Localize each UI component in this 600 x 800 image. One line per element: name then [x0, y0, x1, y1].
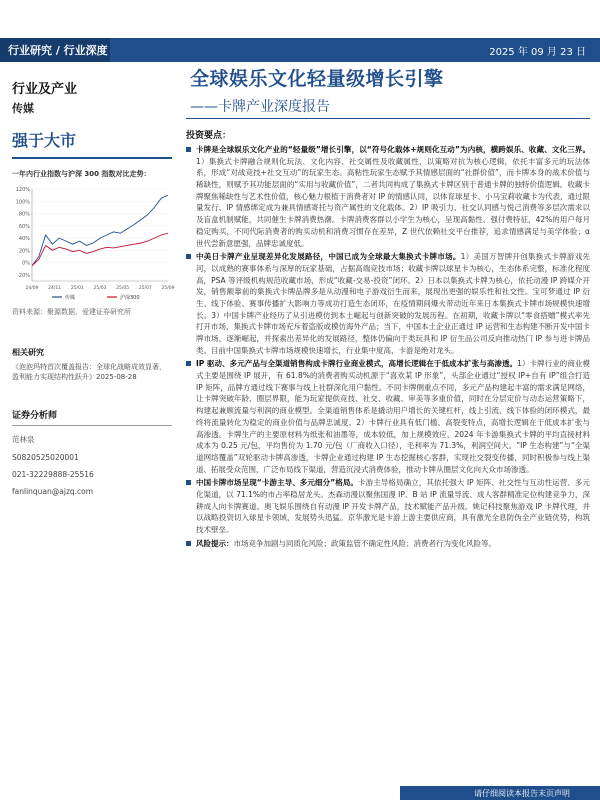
- y-tick-label: 100%: [15, 199, 30, 206]
- legend-label: 沪深300: [120, 295, 140, 301]
- footer: [0, 786, 600, 800]
- report-category: 行业研究 / 行业深度: [8, 44, 108, 57]
- series-line: [32, 195, 168, 266]
- top-header: [0, 0, 600, 62]
- analyst-license: S0820525020001: [12, 453, 79, 463]
- investment-points-title: 投资要点：: [186, 131, 232, 141]
- footer-disclaimer: 请仔细阅读本报告末页声明: [474, 789, 570, 798]
- bullet-square-icon: [186, 541, 191, 546]
- sidebar: [12, 128, 175, 497]
- analyst-email[interactable]: fanlinquan@ajzq.com: [12, 487, 94, 497]
- investment-point: [186, 477, 590, 535]
- related-research-item: 《泡泡玛特首次覆盖报告：全球化战略成效显著，盈利能力实现结构性跃升》2025-08-28: [12, 363, 166, 382]
- analyst-name: 范林泉: [12, 435, 35, 445]
- bullet-square-icon: [186, 361, 191, 366]
- investment-point: [186, 358, 590, 475]
- industry-label: 行业及产业: [12, 82, 78, 97]
- x-tick-label: 25/09: [161, 286, 175, 291]
- performance-chart: [12, 183, 175, 301]
- y-tick-label: 120%: [15, 187, 30, 193]
- chart-title: 一年内行业指数与沪深 300 指数对比走势：: [12, 170, 151, 178]
- y-tick-label: 60%: [18, 223, 30, 230]
- y-tick-label: -20%: [17, 272, 30, 279]
- x-tick-label: 25/05: [116, 286, 130, 291]
- point-text: 1）卡牌行业的商业模式主要是围绕 IP 展开，有 61.8%的消费者购买动机源于“喜欢某 IP 形象”，头部企业通过“授权 IP+自有 IP”组合打造 IP 矩阵，品牌方通过线下赛事与线上社群深化用户黏性。不同卡牌侧重点不同，多元产品构建起丰富的需求满足网络，让卡牌突破年龄、圈层界限，能为玩家提供竞技、社交、收藏、审美等多重价值，同时在分层定价与动态运营策略下，构建起兼顾流量与利润的商业模型。全渠道销售体系是撬动用户增长的关键杠杆，线上引流、线下体验的闭环模式，最终将流量转化为稳定的商业价值与品牌忠诚度。2）卡牌行业具有低门槛、高裂变特点，高增长逻辑在于低成本扩张与高渗透。卡牌生产的主要原材料为纸张和油墨等，成本较低，加上规模效应，2024 年卡游集换式卡牌的平均直接材料成本为 0.25 元/包，平均售价为 1.70 元/包（厂商收入口径），毛利率为 71.3%，利润空间大。“IP 生态构建”与“全渠道网络覆盖”双轮驱动卡牌高渗透，卡牌企业通过构建 IP 生态挖掘核心客群，实现社交裂变传播，同时积极参与线上渠道、拓展受众范围，广泛布局线下渠道，营造沉浸式消费体验，推动卡牌从圈层文化向大众市场渗透。: [196, 359, 590, 474]
- report-title: 全球娱乐文化轻量级增长引擎: [190, 68, 444, 90]
- y-tick-label: 40%: [18, 236, 30, 243]
- investment-point: [186, 144, 590, 249]
- analyst-divider: [12, 425, 172, 426]
- risk-lead: 风险提示：: [196, 538, 234, 548]
- y-tick-label: 20%: [18, 248, 30, 255]
- point-lead: IP 驱动、多元产品与全渠道销售构成卡牌行业商业模式，高增长逻辑在于低成本扩张与高渗透。: [196, 359, 518, 369]
- point-lead: 卡牌是全球娱乐文化产业的“轻量级”增长引擎，以“符号化载体+规则化互动”为内核，横跨娱乐、收藏、文化三界。: [196, 145, 590, 154]
- report-date: 2025 年 09 月 23 日: [489, 47, 586, 58]
- rating-divider: [12, 157, 172, 159]
- report-subtitle: ——卡牌产业深度报告: [190, 99, 330, 115]
- related-research-title: 相关研究: [12, 348, 44, 357]
- bullet-square-icon: [186, 147, 191, 152]
- x-tick-label: 24/11: [48, 286, 62, 291]
- sector-label: 传媒: [12, 102, 34, 115]
- x-tick-label: 25/01: [70, 286, 84, 291]
- x-tick-label: 25/07: [138, 286, 152, 291]
- title-divider: [186, 118, 590, 119]
- rating: 强于大市: [12, 131, 77, 150]
- bullet-square-icon: [186, 254, 191, 259]
- analyst-title: 证券分析师: [12, 411, 58, 422]
- legend-label: 传媒: [65, 295, 76, 301]
- point-lead: 中美日卡牌产业呈现差异化发展路径，中国已成为全球最大集换式卡牌市场。: [196, 252, 461, 262]
- chart-source: 资料来源：聚源数据，爱建证券研究所: [12, 308, 131, 316]
- analyst-phone: 021-32229888-25516: [12, 470, 94, 480]
- x-tick-label: 25/03: [93, 286, 107, 291]
- point-text: 1）美国万智牌开创集换式卡牌游戏先河，以成熟的赛事体系与深厚的玩家基础，占据高端竞技市场；收藏卡牌以球星卡为核心，生态体系完整，标准化程度高，PSA 等评级机构规范收藏市场，形成“收藏-交易-投资”闭环。2）日本以集换式卡牌为核心，依托动漫 IP 跨媒介开发，销售额靠前的集换式卡牌品牌多是从动漫和电子游戏衍生而来，展现出更强的娱乐性和社交性。宝可梦通过 IP 衍生、线下体验、赛事传播扩大影响力等成功打造生态闭环，在疫情期间爆火带动近年来日本集换式卡牌市场规模快速增长。3）中国卡牌产业经历了从引进模仿到本土崛起与创新突破的发展历程。在初期，收藏卡牌以“零食搭赠”模式率先打开市场，集换式卡牌市场充斥着盗版或模仿海外产品；当下，中国本土企业正通过 IP 运营和生态构建不断开发中国卡牌市场，逐渐崛起，并探索出差异化的发展路径，整体仍偏向于类玩具和 IP 衍生品公司反向推动热门 IP 参与进卡牌品类。目前中国集换式卡牌市场规模快速增长，行业集中度高，卡游是绝对龙头。: [196, 252, 590, 355]
- point-text: 1）集换式卡牌融合规则化玩法、文化内容、社交属性及收藏属性，以策略对抗为核心逻辑，依托丰富多元的玩法体系，形成“对战竞技+社交互动”的玩家生态。高粘性玩家生态赋予其情感层面的“社群价值”，而卡牌本身的战术价值与稀缺性，则赋予其功能层面的“实用与收藏价值”，二者共同构成了集换式卡牌区别于普通卡牌的独特价值逻辑。收藏卡牌聚焦稀缺性与艺术性价值，核心魅力根植于消费者对 IP 的情感认同，以体育球星卡、小马宝莉收藏卡为代表，通过限量发行、IP 情感绑定成为兼具情感寄托与资产属性的文化载体。2）IP 吸引力、社交认同感与悦己消费等多层次需求以及盲盒机制赋能，共同催生卡牌消费热潮。卡牌消费客群以小学生为核心，呈现高黏性、强付费特征，42%的用户每月稳定购买，不同代际消费者的购买动机和消费习惯存在差异，Z 世代依赖社交平台推荐，追求情感满足与美学体验；α世代尝新意愿强，品牌忠诚度低。: [196, 156, 590, 248]
- x-tick-label: 24/09: [25, 286, 39, 291]
- point-lead: 中国卡牌市场呈现“卡游主导、多元细分”格局。: [196, 478, 359, 488]
- y-tick-label: 0%: [22, 260, 30, 267]
- point-text: 卡游主导格局确立，其依托强大 IP 矩阵、社交性与互动性运营、多元化渠道，以 71.1%的市占率稳居龙头。杰森动漫以聚焦国漫 IP、B 站 IP 流量导流、成人客群精准定位构建竞争力，深耕成人向卡牌赛道。奥飞娱乐围绕自有动漫 IP 开发卡牌产品，技术赋能产品升级。姚记科技聚焦游戏 IP 卡牌代理，并以战略投资切入球星卡领域，发展势头迅猛。京华激光是卡游上游主要供应商，具有激光全息防伪全产业链优势，构筑技术壁垒。: [196, 478, 590, 534]
- risk-text: 市场竞争加剧与同质化风险；政策监管不确定性风险；消费者行为变化风险等。: [233, 538, 496, 548]
- investment-point: [186, 251, 590, 356]
- risk-warning: [186, 538, 590, 550]
- main-content: [186, 128, 590, 551]
- bullet-square-icon: [186, 480, 191, 485]
- y-tick-label: 80%: [18, 211, 30, 218]
